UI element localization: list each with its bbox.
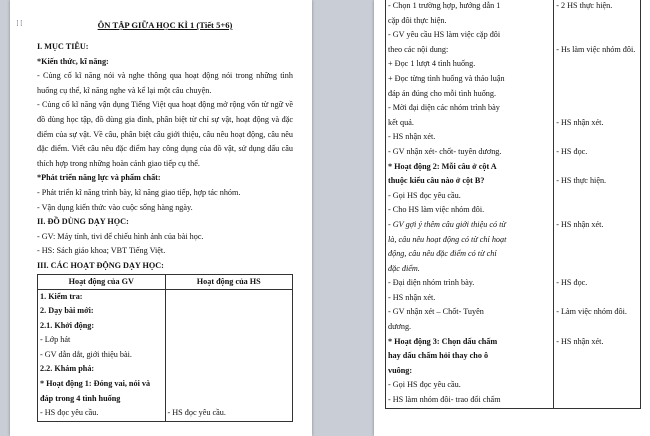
table-line: - 2 HS thực hiện.	[556, 1, 613, 10]
table-line: cặp đôi thực hiện.	[388, 15, 447, 25]
table-line: - HS nhận xét.	[556, 117, 604, 127]
document-page-right	[374, 0, 650, 436]
table-line: kết quả.	[388, 117, 414, 127]
table-line: vuông:	[388, 365, 413, 375]
table-line: - HS đọc yêu cầu.	[167, 408, 226, 418]
table-line: - HS đọc yêu cầu.	[40, 408, 99, 418]
table-line: + Đọc 1 lượt 4 tình huống.	[388, 59, 476, 69]
column-header-teacher: Hoạt động của GV	[38, 274, 166, 289]
paragraph-competence-1: - Phát triển kĩ năng trình bày, kĩ năng giao tiếp, hợp tác nhóm.	[37, 187, 241, 197]
table-line: * Hoạt động 1: Đóng vai, nói và	[40, 379, 151, 389]
document-page-left	[10, 0, 312, 436]
table-move-handle-icon[interactable]: ⁞⁞	[16, 19, 24, 29]
table-line: - GV dẫn dắt, giới thiệu bài.	[40, 349, 132, 359]
table-line: * Hoạt động 2: Mỗi câu ở cột A	[388, 161, 497, 171]
table-line: - Mời đại diện các nhóm trình bày	[388, 103, 500, 113]
table-line: dương.	[388, 322, 412, 332]
section-materials-heading: II. ĐỒ DÙNG DẠY HỌC:	[37, 217, 129, 227]
activities-table-continued	[385, 0, 641, 409]
paragraph-competence-2: - Vận dụng kiến thức vào cuộc sống hàng ngày.	[37, 202, 193, 212]
table-line: - Gọi HS đọc yêu cầu.	[388, 190, 461, 200]
student-activities-cell[interactable]	[165, 289, 293, 421]
student-activities-cell[interactable]	[554, 0, 641, 408]
table-line: - HS đọc.	[556, 278, 588, 288]
table-line: đặc điểm.	[388, 263, 420, 273]
table-line: 2. Dạy bài mới:	[40, 306, 94, 316]
table-line: - GV yêu cầu HS làm việc cặp đôi	[388, 30, 501, 40]
table-line: - Đại diện nhóm trình bày.	[388, 278, 475, 288]
table-line: - HS nhận xét.	[556, 336, 604, 346]
table-line: - Lớp hát	[40, 335, 71, 345]
table-line: - HS nhận xét.	[388, 292, 436, 302]
table-line: đáp án đúng cho mỗi tình huống.	[388, 88, 497, 98]
teacher-activities-cell[interactable]	[38, 289, 166, 421]
page-right-content	[385, 0, 641, 409]
table-line: đáp trong 4 tình huống	[40, 393, 121, 403]
table-line: 2.1. Khởi động:	[40, 320, 95, 330]
subheading-competence: *Phát triển năng lực và phẩm chất:	[37, 173, 161, 183]
table-line: - HS làm nhóm đôi- trao đổi chấm	[388, 395, 501, 405]
section-objectives-heading: I. MỤC TIÊU:	[37, 42, 89, 51]
table-line: động, câu nêu đặc điểm có từ chỉ	[388, 249, 497, 259]
table-line: + Đọc từng tình huống và thảo luận	[388, 73, 505, 83]
table-line: - Gọi HS đọc yêu cầu.	[388, 380, 461, 390]
table-line: - HS thực hiện.	[556, 176, 607, 186]
table-line: 1. Kiểm tra:	[40, 291, 83, 301]
table-line: - HS nhận xét.	[388, 132, 436, 142]
paragraph-objective-2: - Củng cố kĩ năng vận dụng Tiếng Việt qua hoạt động mở rộng vốn từ ngữ về đồ dùng học tập, đồ dùng gia đình, phân biệt từ chỉ sự vật, hoạt động và đặc điểm của sự vật. Về câu, phân biệt câu giới thiệu, câu nêu hoạt động, câu nêu đặc điểm. Viết câu nêu đặc điểm hay công dụng của đồ vật, sử dụng dấu câu thích hợp trong những hoàn cảnh giao tiếp cụ thể.	[37, 100, 293, 168]
table-line: - Cho HS làm việc nhóm đôi.	[388, 205, 485, 215]
activities-table	[37, 274, 293, 422]
paragraph-objective-1: - Củng cố kĩ năng nói và nghe thông qua hoạt động nói trong những tình huống cụ thể, kĩ năng nghe và kể lại một câu chuyện.	[37, 71, 293, 95]
materials-student: - HS: Sách giáo khoa; VBT Tiếng Việt.	[37, 246, 166, 256]
table-line: - GV nhận xét – Chốt- Tuyên	[388, 307, 484, 317]
table-line: - Chọn 1 trường hợp, hướng dẫn 1	[388, 1, 501, 10]
materials-teacher: - GV: Máy tính, tivi để chiếu hình ảnh của bài học.	[37, 231, 204, 241]
table-line: - GV gợi ý thêm câu giới thiệu có từ	[388, 219, 506, 229]
column-header-student: Hoạt động của HS	[165, 274, 293, 289]
table-line: - Hs làm việc nhóm đôi.	[556, 44, 636, 54]
table-line: thuộc kiểu câu nào ở cột B?	[388, 176, 485, 186]
table-line: 2.2. Khám phá:	[40, 364, 95, 374]
table-line: * Hoạt động 3: Chọn dấu chấm	[388, 336, 498, 346]
table-line: - HS nhận xét.	[556, 219, 604, 229]
table-line: - Làm việc nhóm đôi.	[556, 307, 627, 317]
document-title: ÔN TẬP GIỮA HỌC KÌ 1 (Tiết 5+6)	[97, 20, 233, 30]
table-line: theo các nội dung:	[388, 44, 449, 54]
table-line: - GV nhận xét- chốt- tuyên dương.	[388, 146, 502, 156]
table-line: là, câu nêu hoạt động có từ chỉ hoạt	[388, 234, 507, 244]
page-left-content	[37, 18, 293, 422]
table-line: - HS đọc.	[556, 146, 588, 156]
subheading-knowledge-skills: *Kiến thức, kĩ năng:	[37, 56, 109, 66]
teacher-activities-cell[interactable]	[386, 0, 554, 408]
section-activities-heading: III. CÁC HOẠT ĐỘNG DẠY HỌC:	[37, 260, 164, 270]
table-line: hay dấu chấm hỏi thay cho ô	[388, 351, 489, 361]
